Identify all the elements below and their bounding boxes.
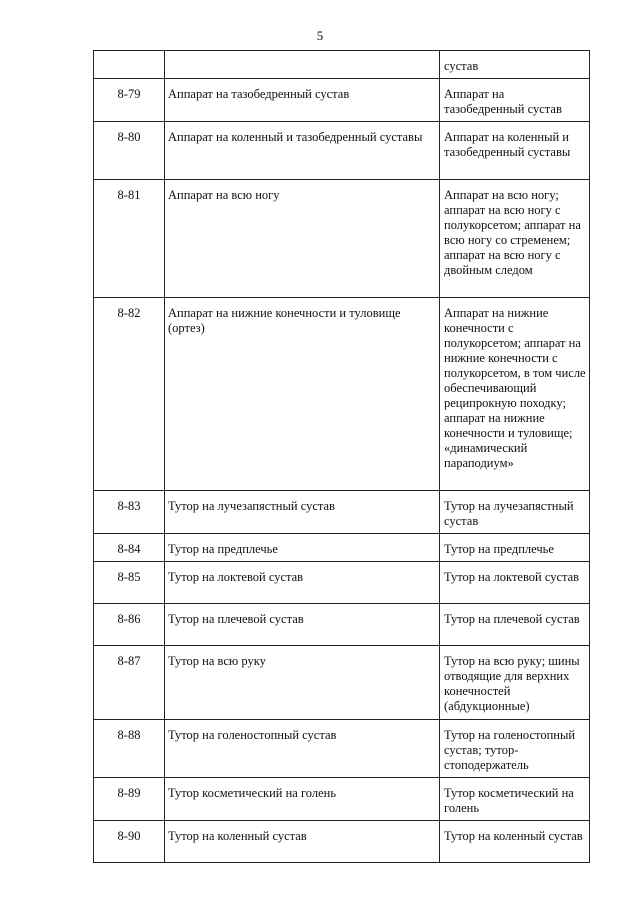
row-description: Тутор на плечевой сустав [440,604,590,646]
row-description: Тутор на локтевой сустав [440,562,590,604]
row-name: Тутор косметический на голень [165,778,440,821]
row-code: 8-80 [94,122,165,180]
row-description: Тутор на предплечье [440,534,590,562]
row-code: 8-82 [94,298,165,491]
table-row [94,79,590,122]
products-table [93,50,590,863]
row-name: Тутор на локтевой сустав [165,562,440,604]
row-description: Аппарат на тазобедренный сустав [440,79,590,122]
row-code: 8-81 [94,180,165,298]
row-code: 8-89 [94,778,165,821]
table-row [94,778,590,821]
row-description: Тутор косметический на голень [440,778,590,821]
row-name [165,51,440,79]
row-name: Аппарат на коленный и тазобедренный суставы [165,122,440,180]
row-description: Аппарат на нижние конечности с полукорсетом; аппарат на нижние конечности с полукорсетом, в том числе обеспечивающий реципрокную походку; аппарат на нижние конечности и туловище; «динамический параподиум» [440,298,590,491]
row-code: 8-86 [94,604,165,646]
row-code: 8-83 [94,491,165,534]
row-description: Тутор на всю руку; шины отводящие для верхних конечностей (абдукционные) [440,646,590,720]
row-code: 8-88 [94,720,165,778]
row-name: Тутор на голеностопный сустав [165,720,440,778]
table-row [94,180,590,298]
row-name: Аппарат на всю ногу [165,180,440,298]
row-code: 8-87 [94,646,165,720]
row-code [94,51,165,79]
table-row [94,821,590,863]
table-row [94,562,590,604]
row-code: 8-85 [94,562,165,604]
row-description: Аппарат на всю ногу; аппарат на всю ногу с полукорсетом; аппарат на всю ногу со стременем; аппарат на всю ногу с двойным следом [440,180,590,298]
row-code: 8-79 [94,79,165,122]
table-row [94,491,590,534]
row-name: Тутор на лучезапястный сустав [165,491,440,534]
table-row [94,298,590,491]
table-row [94,720,590,778]
row-description: Тутор на лучезапястный сустав [440,491,590,534]
row-code: 8-90 [94,821,165,863]
table-row [94,51,590,79]
row-description: Аппарат на коленный и тазобедренный суставы [440,122,590,180]
table-row [94,534,590,562]
row-description: сустав [440,51,590,79]
table-row [94,122,590,180]
row-name: Тутор на плечевой сустав [165,604,440,646]
row-name: Тутор на всю руку [165,646,440,720]
row-description: Тутор на голеностопный сустав; тутор-стоподержатель [440,720,590,778]
row-name: Тутор на предплечье [165,534,440,562]
page-number: 5 [316,28,324,43]
row-name: Тутор на коленный сустав [165,821,440,863]
table-row [94,604,590,646]
row-name: Аппарат на нижние конечности и туловище (ортез) [165,298,440,491]
row-code: 8-84 [94,534,165,562]
row-name: Аппарат на тазобедренный сустав [165,79,440,122]
row-description: Тутор на коленный сустав [440,821,590,863]
table-row [94,646,590,720]
